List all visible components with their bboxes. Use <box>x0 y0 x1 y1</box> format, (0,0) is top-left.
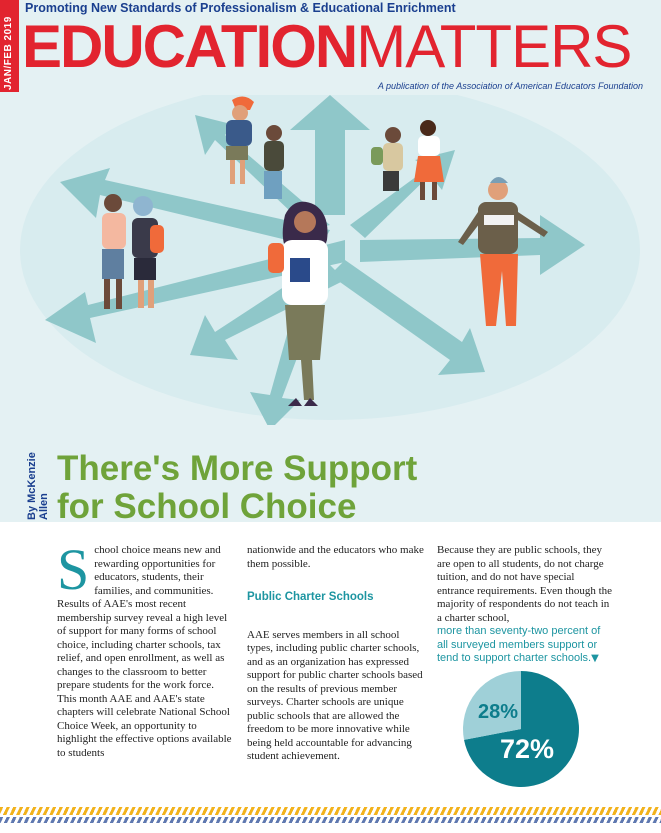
column-3-body: Because they are public schools, they are open to all students, do not charge tuition, and do not have special entrance requirements. Even though the majority of respondents do not teach in a charter school, <box>437 544 613 624</box>
column-1-text: chool choice means new and rewarding opportunities for educators, students, their families, and communities. Results of AAE's most recent membership survey reveal a high level of support for many forms of school choice, including charter schools, tax relief, and open enrollment, as well as changes to the classroom to better prepare students for the work force. This month AAE and AAE's state chapters will celebrate National School Choice Week, an opportunity to highlight the effective options available to students <box>57 544 232 759</box>
masthead-title-matters: MATTERS <box>356 13 632 80</box>
article-column-3 <box>437 544 613 666</box>
highlight-statistic: more than seventy-two percent of all surveyed members support or tend to support charter schools. <box>437 625 601 664</box>
pointer-triangle-icon: ▼ <box>591 653 599 664</box>
pie-label-28: 28% <box>478 701 519 723</box>
column-2-intro: nationwide and the educators who make them possible. <box>247 544 424 570</box>
crossroads-illustration <box>0 95 661 425</box>
article-column-2 <box>247 544 425 764</box>
column-2-body: AAE serves members in all school types, including public charter schools, and as an organization has expressed support for public charter schools based on the results of previous member surveys. Charter schools are unique public schools that are allowed the freedom to be more innovative while being held accountable for advancing student achievement. <box>247 628 423 762</box>
article-column-1 <box>57 537 235 760</box>
section-subhead: Public Charter Schools <box>247 591 374 603</box>
publication-credit: A publication of the Association of American Educators Foundation <box>377 81 643 91</box>
issue-date-strip <box>0 0 19 92</box>
pie-label-72: 72% <box>500 734 555 764</box>
support-pie-chart <box>462 670 580 788</box>
headline-line-2: for School Choice <box>57 487 357 526</box>
footer-stripe-blue <box>0 817 661 823</box>
issue-date: JAN/FEB 2019 <box>3 16 14 90</box>
footer-stripe-yellow <box>0 807 661 815</box>
masthead-tagline: Promoting New Standards of Professionalism & Educational Enrichment <box>25 1 456 15</box>
headline-line-1: There's More Support <box>57 449 418 488</box>
drop-cap: S <box>57 537 90 602</box>
article-headline <box>57 450 477 526</box>
masthead-title-education: EDUCATION <box>22 13 357 80</box>
masthead-title <box>22 14 631 80</box>
article-byline: By McKenzie Allen <box>26 452 50 520</box>
